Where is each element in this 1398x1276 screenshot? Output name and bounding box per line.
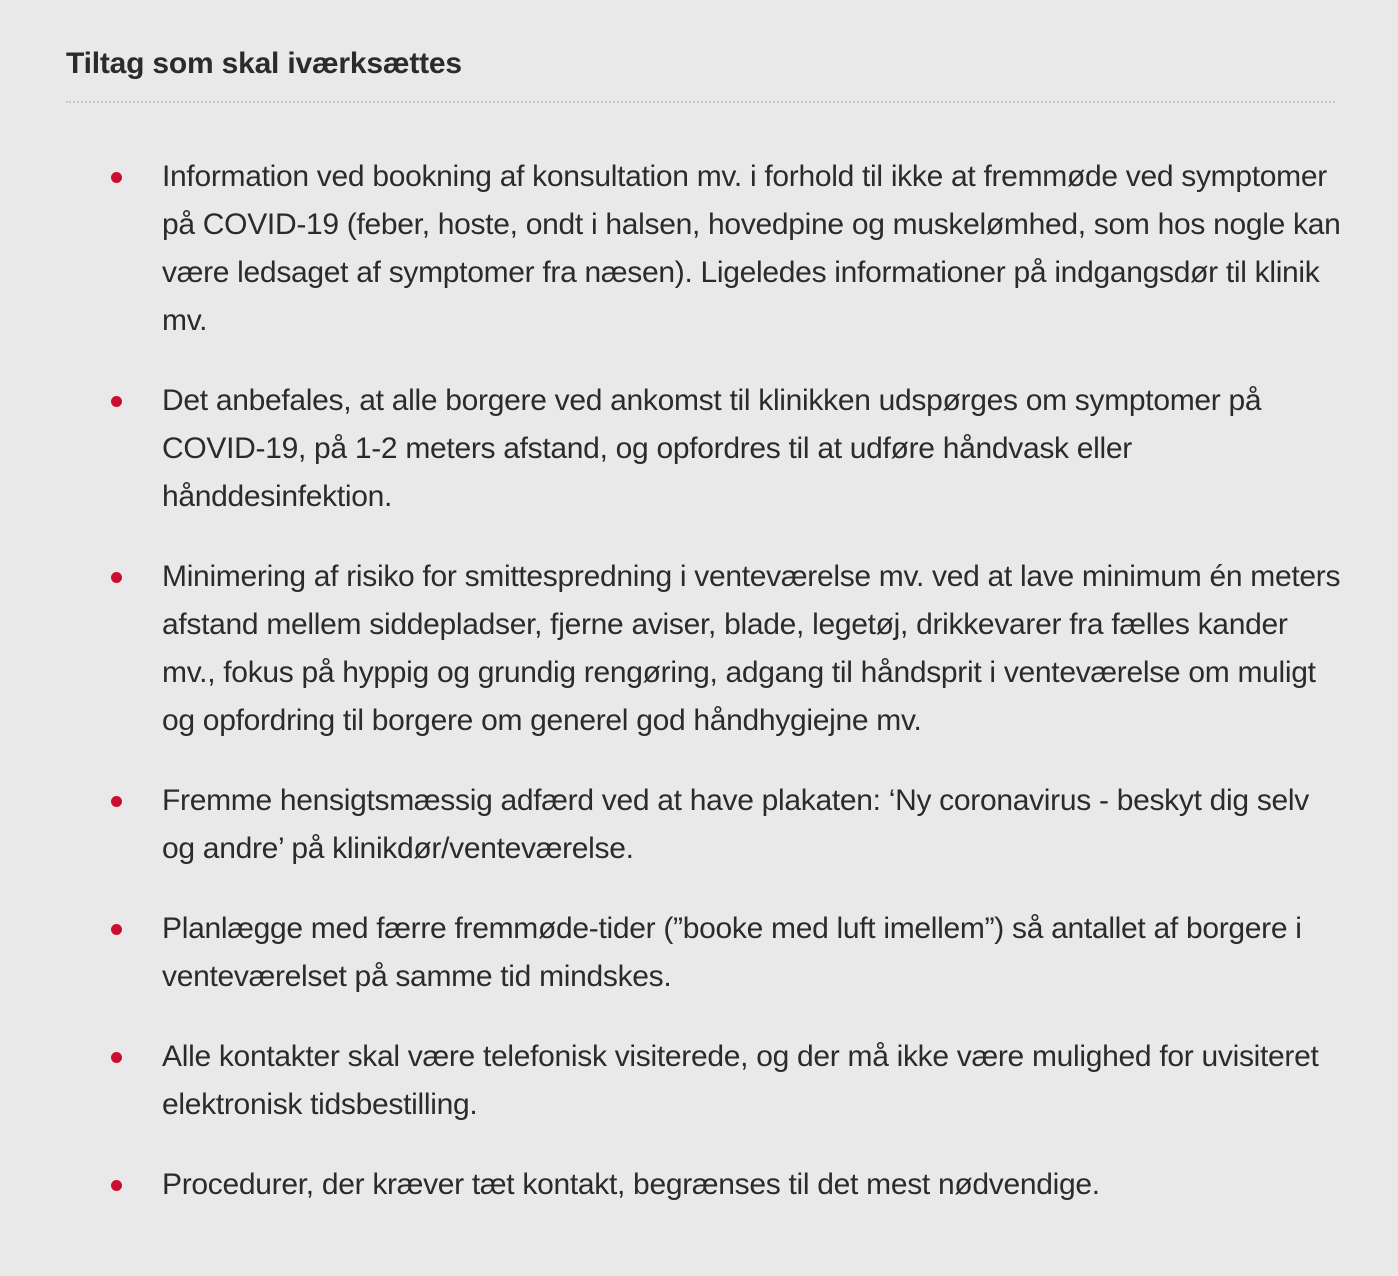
list-item (66, 377, 1342, 521)
measures-list (66, 153, 1341, 1209)
bullet-icon (111, 572, 122, 583)
list-item-text: Fremme hensigtsmæssig adfærd ved at have plakaten: ‘Ny coronavirus - beskyt dig selv og andre’ på klinikdør/venteværelse. (162, 784, 1309, 865)
list-item (66, 777, 1342, 873)
list-item (66, 553, 1342, 745)
list-item-text: Planlægge med færre fremmøde-tider (”booke med luft imellem”) så antallet af borgere i venteværelset på samme tid mindskes. (162, 912, 1302, 993)
list-item-text: Procedurer, der kræver tæt kontakt, begrænses til det mest nødvendige. (162, 1168, 1100, 1201)
list-item-text: Information ved bookning af konsultation mv. i forhold til ikke at fremmøde ved symptomer på COVID-19 (feber, hoste, ondt i halsen, hovedpine og muskelømhed, som hos nogle kan være ledsaget af symptomer fra næsen). Ligeledes informationer på indgangsdør til klinik mv. (162, 160, 1341, 337)
list-item-text: Det anbefales, at alle borgere ved ankomst til klinikken udspørges om symptomer på COVID-19, på 1-2 meters afstand, og opfordres til at udføre håndvask eller hånddesinfektion. (162, 384, 1262, 513)
list-item-text: Minimering af risiko for smittespredning i venteværelse mv. ved at lave minimum én meters afstand mellem siddepladser, fjerne aviser, blade, legetøj, drikkevarer fra fælles kander mv., fokus på hyppig og grundig rengøring, adgang til håndsprit i venteværelse om muligt og opfordring til borgere om generel god håndhygiejne mv. (162, 560, 1341, 737)
list-item (66, 153, 1342, 345)
bullet-icon (111, 1052, 122, 1063)
panel-title: Tiltag som skal iværksættes (66, 47, 462, 80)
bullet-icon (111, 172, 122, 183)
bullet-icon (111, 796, 122, 807)
bullet-icon (111, 1180, 122, 1191)
list-item (66, 1161, 1342, 1209)
list-item (66, 905, 1342, 1001)
title-divider (66, 101, 1335, 103)
list-item-text: Alle kontakter skal være telefonisk visiterede, og der må ikke være mulighed for uvisiteret elektronisk tidsbestilling. (162, 1040, 1319, 1121)
list-item (66, 1033, 1342, 1129)
bullet-icon (111, 396, 122, 407)
bullet-icon (111, 924, 122, 935)
